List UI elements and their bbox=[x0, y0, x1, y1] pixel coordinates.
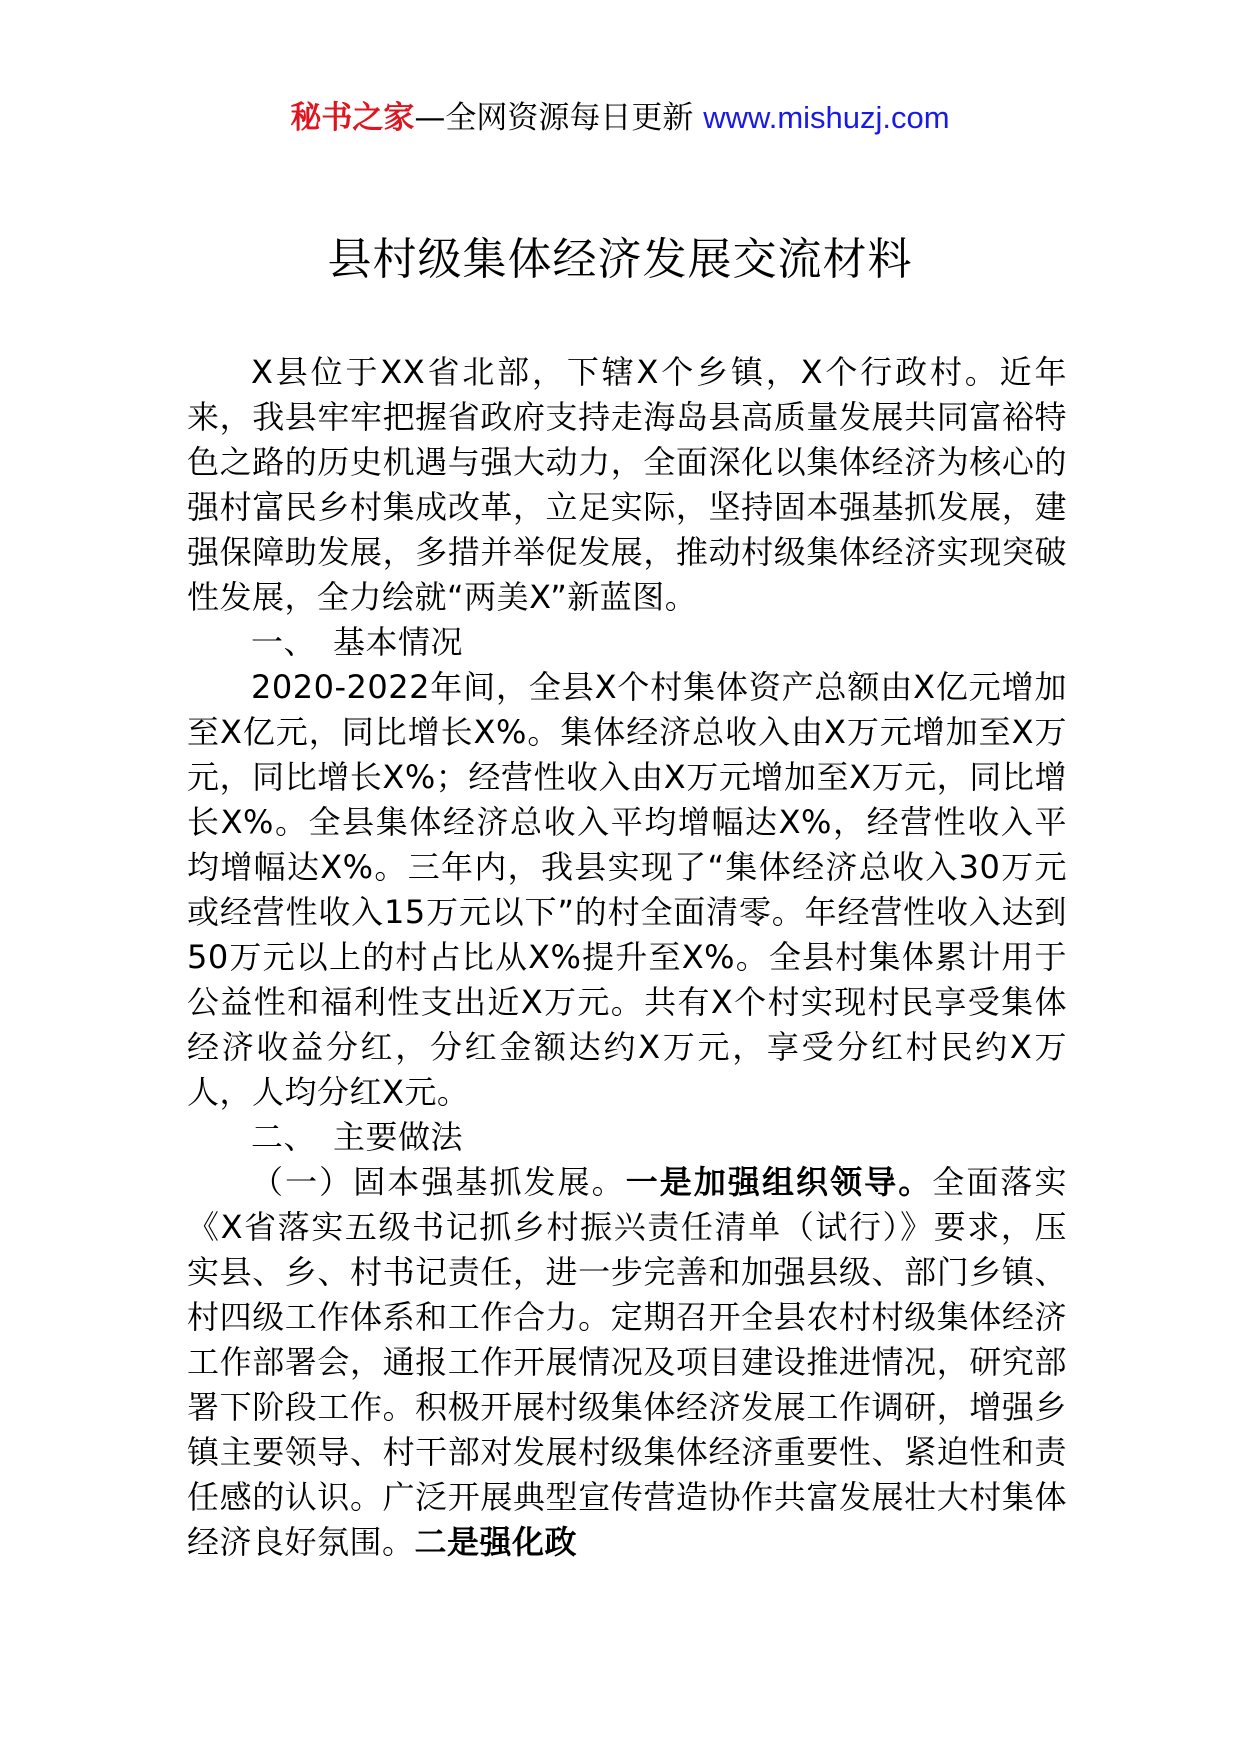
document-body bbox=[187, 350, 1067, 1565]
section-number: 一、 bbox=[251, 623, 317, 661]
section-title: 基本情况 bbox=[333, 623, 464, 661]
bold-point-1: 一是加强组织领导。 bbox=[625, 1163, 933, 1201]
bold-point-2: 二是强化政 bbox=[414, 1523, 578, 1561]
header-slogan: —全网资源每日更新 bbox=[414, 100, 694, 136]
section-title: 主要做法 bbox=[333, 1118, 464, 1156]
intro-paragraph: X县位于XX省北部，下辖X个乡镇，X个行政村。近年来，我县牢牢把握省政府支持走海岛县高质量发展共同富裕特色之路的历史机遇与强大动力，全面深化以集体经济为核心的强村富民乡村集成改革，立足实际，坚持固本强基抓发展，建强保障助发展，多措并举促发展，推动村级集体经济实现突破性发展，全力绘就“两美X”新蓝图。 bbox=[187, 353, 1067, 616]
section-heading-basic bbox=[187, 620, 1067, 665]
basic-situation-paragraph: 2020-2022年间，全县X个村集体资产总额由X亿元增加至X亿元，同比增长X%。集体经济总收入由X万元增加至X万元，同比增长X%；经营性收入由X万元增加至X万元，同比增长X%。全县集体经济总收入平均增幅达X%，经营性收入平均增幅达X%。三年内，我县实现了“集体经济总收入30万元或经营性收入15万元以下”的村全面清零。年经营性收入达到50万元以上的村占比从X%提升至X%。全县村集体累计用于公益性和福利性支出近X万元。共有X个村实现村民享受集体经济收益分红，分红金额达约X万元，享受分红村民约X万人，人均分红X元。 bbox=[187, 668, 1067, 1111]
section-heading-methods bbox=[187, 1115, 1067, 1160]
methods-paragraph bbox=[187, 1160, 1067, 1565]
brand-name: 秘书之家 bbox=[290, 100, 415, 136]
section-number: 二、 bbox=[251, 1118, 317, 1156]
site-header bbox=[0, 98, 1240, 138]
paragraph-text: 全面落实《X省落实五级书记抓乡村振兴责任清单（试行）》要求，压实县、乡、村书记责任，进一步完善和加强县级、部门乡镇、村四级工作体系和工作合力。定期召开全县农村村级集体经济工作部署会，通报工作开展情况及项目建设推进情况，研究部署下阶段工作。积极开展村级集体经济发展工作调研，增强乡镇主要领导、村干部对发展村级集体经济重要性、紧迫性和责任感的认识。广泛开展典型宣传营造协作共富发展壮大村集体经济良好氛围。 bbox=[187, 1163, 1067, 1561]
site-url-link[interactable]: www.mishuzj.com bbox=[703, 100, 950, 135]
document-title: 县村级集体经济发展交流材料 bbox=[327, 234, 913, 285]
subsection-lead: （一）固本强基抓发展。 bbox=[251, 1163, 626, 1201]
